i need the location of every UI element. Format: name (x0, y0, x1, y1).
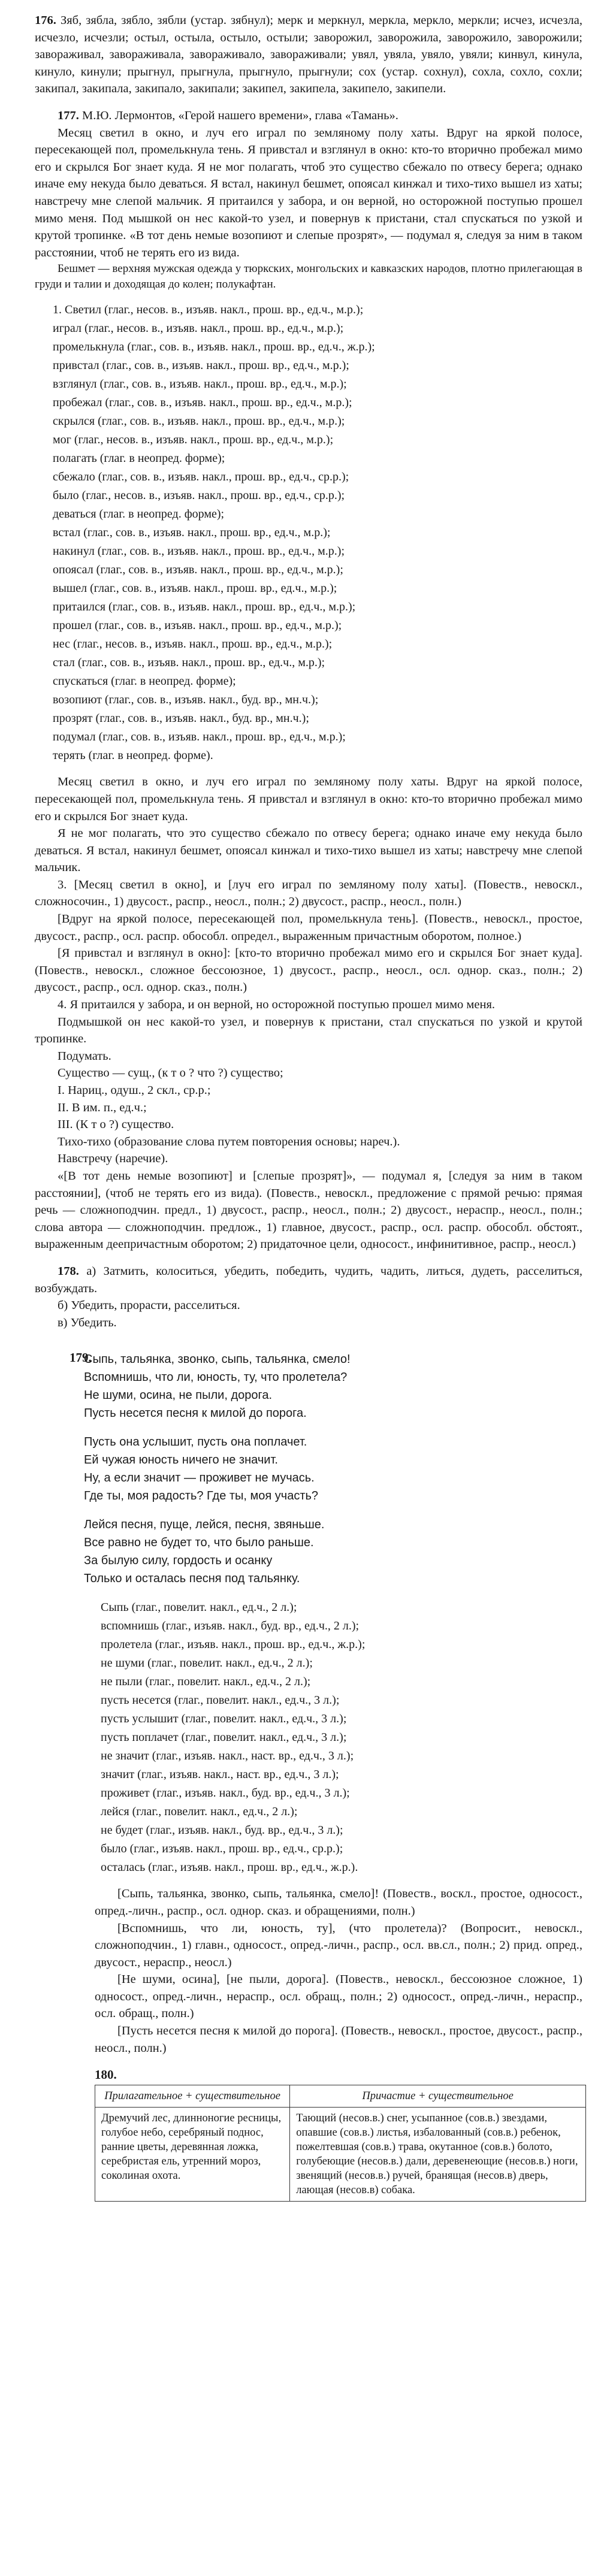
analysis-line: пусть услышит (глаг., повелит. накл., ед.ч., 3 л.); (101, 1712, 347, 1726)
poem-line: Пусть несется песня к милой до порога. (84, 1407, 307, 1420)
analysis-line: притаился (глаг., сов. в., изъяв. накл., прош. вр., ед.ч., м.р.); (53, 600, 356, 614)
analysis-line: не шуми (глаг., повелит. накл., ед.ч., 2 л.); (101, 1656, 313, 1670)
analysis-line: пусть несется (глаг., повелит. накл., ед.ч., 3 л.); (101, 1694, 340, 1707)
analysis-line: было (глаг., изъяв. накл., прош. вр., ед.ч., ср.р.); (101, 1842, 343, 1856)
poem-stanza (84, 1433, 582, 1505)
column-header: Причастие + существительное (290, 2085, 586, 2108)
poem-line: Только и осталась песня под тальянку. (84, 1572, 300, 1586)
analysis-line: возопиют (глаг., сов. в., изъяв. накл., буд. вр., мн.ч.); (53, 693, 319, 707)
exercise-178 (35, 1263, 582, 1297)
table-cell: Тающий (несов.в.) снег, усыпанное (сов.в.) звездами, опавшие (сов.в.) листья, избалованный (сов.в.) ребенок, пожелтевшая (сов.в.) трава, окутанное (сов.в.) болото, голубеющие (несов.в.) дали, деревенеющие (несов.в.) ноги, звенящий (несов.в.) ручей, бранящая (несов.в) дверь, лающая (несов.в) собака. (290, 2108, 586, 2202)
morph-analysis: Существо — сущ., (к т о ? что ?) существо; (58, 1066, 283, 1080)
analysis-line: терять (глаг. в неопред. форме). (53, 749, 213, 763)
footnote: Бешмет — верхняя мужская одежда у тюркских, монгольских и кавказских народов, плотно прилегающая в груди и талии и доходящая до колен; полукафтан. (35, 262, 582, 291)
table-row (95, 2108, 586, 2202)
analysis-line: не будет (глаг., изъяв. накл., буд. вр., ед.ч., 3 л.); (101, 1824, 343, 1837)
exercise-text: Зяб, зябла, зябло, зябли (устар. зябнул); мерк и меркнул, меркла, меркло, меркли; исчез, исчезла, исчезло, исчезли; остыл, остыла, остыло, остыли; заворожил, заворожила, заворожило, заворожили; завораживал, заворaживала, заворaживало, заворaживали; увял, увяла, увяло, увяли; кинвул, кинула, кинуло, кинули; прыгнул, прыгнула, прыгнуло, прыгнули; сох (устар. сохнул), сохла, сохло, сохли; закипал, закипала, закипало, закипали; закипел, закипела, закипело, закипели. (35, 14, 582, 96)
syntax-analysis: [Вдруг на яркой полосе, пересекающей пол, промелькнула тень]. (Повеств., невоскл., простое, двусост., распр., осл. распр. обособл. определ., выраженным причастным оборотом, полное.) (35, 912, 582, 943)
syntax-analysis: 3. [Месяц светил в окно], и [луч его играл по земляному полу хаты]. (Повеств., невоскл., сложносочин., 1) двусост., распр., неосл., полн.; 2) двусост., распр., неосл., полн.) (35, 878, 582, 909)
poem-line: Вспомнишь, что ли, юность, ту, что пролетела? (84, 1371, 348, 1384)
analysis-line: полагать (глаг. в неопред. форме); (53, 452, 225, 465)
analysis-line: прошел (глаг., сов. в., изъяв. накл., прош. вр., ед.ч., м.р.); (53, 619, 342, 633)
answer-a: а) Затмить, колоситься, убедить, победить, чудить, чадить, литься, дудеть, расселиться, возбуждать. (35, 1264, 583, 1295)
exercise-number: 180. (95, 2067, 117, 2082)
poem-line: Все равно не будет то, что было раньше. (84, 1536, 314, 1550)
poem-line: За былую силу, гордость и осанку (84, 1554, 273, 1568)
analysis-line: было (глаг., несов. в., изъяв. накл., прош. вр., ед.ч., ср.р.); (53, 489, 345, 503)
text-passage: Месяц светил в окно, и луч его играл по земляному полу хаты. Вдруг на яркой полосе, пересекающей пол, промелькнула тень. Я привстал и взглянул в окно: кто-то вторично пробежал мимо его и скрылся Бог знает куда. Я не мог полагать, чтоб это существо сбежало по отвесу берега; однако иначе ему некуда было деваться. Я встал, накинул бешмет, опоясал кинжал и тихо-тихо вышел из хаты; навстречу мне слепой мальчик. Я притаился у забора, и он верной, но осторожной поступью прошел мимо меня. Под мышкой он нес какой-то узел, и повернув к пристани, стал спускаться по узкой и крутой тропинке. «В тот день немые возопиют и слепые прозрят», — подумал я, следуя за ним в таком расстоянии, чтоб не терять его из вида. (35, 126, 582, 259)
poem (84, 1350, 582, 1588)
analysis-line: прозрят (глаг., сов. в., изъяв. накл., буд. вр., мн.ч.); (53, 712, 309, 725)
analysis-line: играл (глаг., несов. в., изъяв. накл., прош. вр., ед.ч., м.р.); (53, 322, 344, 335)
poem-line: Где ты, моя радость? Где ты, моя участь? (84, 1489, 319, 1503)
syntax-analysis: [Я привстал и взглянул в окно]: [кто-то вторично пробежал мимо его и скрылся Бог знает куда]. (Повеств., невоскл., сложное бессоюзное, 1) двусост., распр., неосл., осл. однор. сказ., полн.; 2) двусост., распр., осл. однор. сказ., полн.) (35, 947, 582, 994)
analysis-line: встал (глаг., сов. в., изъяв. накл., прош. вр., ед.ч., м.р.); (53, 526, 331, 540)
answer-b: б) Убедить, прорасти, расселиться. (58, 1299, 240, 1313)
analysis-line: проживет (глаг., изъяв. накл., буд. вр., ед.ч., 3 л.); (101, 1786, 350, 1800)
text-passage: Месяц светил в окно, и луч его играл по земляному полу хаты. Вдруг на яркой полосе, пересекающей пол, промелькнула тень. Я привстал и взглянул в окно: кто-то вторично пробежал мимо его и скрылся Бог знает куда. (35, 775, 582, 823)
analysis-line: опоясал (глаг., сов. в., изъяв. накл., прош. вр., ед.ч., м.р.); (53, 563, 343, 577)
exercise-number: 179. (70, 1350, 92, 1365)
analysis-line: Сыпь (глаг., повелит. накл., ед.ч., 2 л.); (101, 1601, 297, 1614)
syntax-analysis: [Вспомнишь, что ли, юность, ту], (что пролетела)? (Вопросит., невоскл., сложноподчин., 1) главн., односост., опред.-личн., распр., осл. вв.сл., полн.; 2) прид. опред., двусост., нераспр., неосл.) (95, 1921, 582, 1969)
exercise-number: 177. (58, 108, 79, 122)
analysis-line: нес (глаг., несов. в., изъяв. накл., прош. вр., ед.ч., м.р.); (53, 637, 333, 651)
analysis-line: не пыли (глаг., повелит. накл., ед.ч., 2 л.); (101, 1675, 311, 1689)
analysis-line: значит (глаг., изъяв. накл., наст. вр., ед.ч., 3 л.); (101, 1768, 339, 1782)
syntax-analysis: «[В тот день немые возопиют] и [слепые прозрят]», — подумал я, [следуя за ним в таком расстоянии], (чтоб не терять его из вида). (Повеств., невоскл., предложение с прямой речью: прямая речь — сложноподчин. предл., 1) двусост., распр., неосл., полн.; 2) двусост., нераспр., неосл., полн.; слова автора — сложноподчин. предлож., 1) главное, двусост., распр., осл. распр. обособл. обстоят., выраженным деепричастным оборотом; 2) придаточное цели, односост., инфинитивное, распр., неосл.) (35, 1169, 582, 1251)
poem-line: Не шуми, осина, не пыли, дорога. (84, 1389, 273, 1402)
morph-analysis: II. В им. п., ед.ч.; (58, 1100, 147, 1114)
exercise-number: 176. (35, 14, 56, 27)
exercise-176 (35, 12, 582, 98)
analysis-line: вышел (глаг., сов. в., изъяв. накл., прош. вр., ед.ч., м.р.); (53, 582, 337, 595)
analysis-line: 1. Светил (глаг., несов. в., изъяв. накл., прош. вр., ед.ч., м.р.); (53, 303, 364, 317)
analysis-line: спускаться (глаг. в неопред. форме); (53, 675, 236, 688)
exercise-179 (35, 1350, 582, 1588)
syntax-analysis: [Пусть несется песня к милой до порога]. (Повеств., невоскл., простое, двусост., распр., неосл., полн.) (95, 2024, 582, 2055)
analysis-line: скрылся (глаг., сов. в., изъяв. накл., прош. вр., ед.ч., м.р.); (53, 415, 345, 428)
analysis-line: накинул (глаг., сов. в., изъяв. накл., прош. вр., ед.ч., м.р.); (53, 545, 345, 558)
exercise-177-source (35, 107, 582, 125)
analysis-line: пробежал (глаг., сов. в., изъяв. накл., прош. вр., ед.ч., м.р.); (53, 396, 352, 410)
analysis-line: лейся (глаг., повелит. накл., ед.ч., 2 л.); (101, 1805, 298, 1819)
analysis-line: пролетела (глаг., изъяв. накл., прош. вр., ед.ч., ж.р.); (101, 1638, 366, 1652)
poem-line: Лейся песня, пуще, лейся, песня, звяньше. (84, 1518, 325, 1532)
analysis-line: не значит (глаг., изъяв. накл., наст. вр., ед.ч., 3 л.); (101, 1749, 354, 1763)
morph-analysis: III. (К т о ?) существо. (58, 1118, 174, 1132)
verb-analysis-list (35, 1598, 582, 1877)
syntax-analysis: 4. Я притаился у забора, и он верной, но осторожной поступью прошел мимо меня. (58, 998, 496, 1012)
analysis-line: подумал (глаг., сов. в., изъяв. накл., прош. вр., ед.ч., м.р.); (53, 730, 346, 744)
poem-line: Ну, а если значит — проживет не мучась. (84, 1471, 315, 1485)
exercise-180-table (95, 2085, 586, 2202)
table-cell: Дремучий лес, длинноногие ресницы, голубое небо, серебряный поднос, ранние цветы, деревянная ложка, серебристая ель, утренний мороз, соколиная охота. (95, 2108, 290, 2202)
morph-analysis: Подумать. (58, 1049, 111, 1063)
syntax-analysis: Подмышкой он нес какой-то узел, и повернув к пристани, стал спускаться по узкой и крутой тропинке. (35, 1015, 582, 1046)
analysis-line: сбежало (глаг., сов. в., изъяв. накл., прош. вр., ед.ч., ср.р.); (53, 470, 349, 484)
source-title: М.Ю. Лермонтов, «Герой нашего времени», глава «Тамань». (82, 108, 398, 122)
analysis-line: стал (глаг., сов. в., изъяв. накл., прош. вр., ед.ч., м.р.); (53, 656, 325, 670)
syntax-analysis: [Сыпь, тальянка, звонко, сыпь, тальянка, смело]! (Повеств., воскл., простое, односост., опред.-личн., распр., осл. однор. сказ. и обращениями, полн.) (95, 1887, 582, 1918)
verb-analysis-list (35, 301, 582, 765)
analysis-line: деваться (глаг. в неопред. форме); (53, 507, 225, 521)
answer-c: в) Убедить. (58, 1316, 117, 1329)
analysis-line: вспомнишь (глаг., изъяв. накл., буд. вр., ед.ч., 2 л.); (101, 1619, 360, 1633)
morph-analysis: Тихо-тихо (образование слова путем повторения основы; нареч.). (58, 1135, 400, 1148)
morph-analysis: I. Нариц., одуш., 2 скл., ср.р.; (58, 1084, 211, 1097)
morph-analysis: Навстречу (наречие). (58, 1152, 168, 1166)
analysis-line: осталась (глаг., изъяв. накл., прош. вр., ед.ч., ж.р.). (101, 1861, 358, 1874)
analysis-line: пусть поплачет (глаг., повелит. накл., ед.ч., 3 л.); (101, 1731, 347, 1744)
poem-line: Сыпь, тальянка, звонко, сыпь, тальянка, смело! (84, 1353, 351, 1366)
exercise-number: 178. (58, 1264, 79, 1278)
poem-line: Пусть она услышит, пусть она поплачет. (84, 1435, 307, 1449)
poem-line: Ей чужая юность ничего не значит. (84, 1453, 278, 1467)
analysis-line: взглянул (глаг., сов. в., изъяв. накл., прош. вр., ед.ч., м.р.); (53, 377, 347, 391)
column-header: Прилагательное + существительное (95, 2085, 290, 2108)
text-passage: Я не мог полагать, что это существо сбежало по отвесу берега; однако иначе ему некуда было деваться. Я встал, накинул бешмет, опоясал кинжал и тихо-тихо вышел из хаты; навстречу мне слепой мальчик. (35, 827, 582, 875)
analysis-line: промелькнула (глаг., сов. в., изъяв. накл., прош. вр., ед.ч., ж.р.); (53, 340, 375, 354)
poem-stanza (84, 1516, 582, 1588)
table-header-row (95, 2085, 586, 2108)
analysis-line: привстал (глаг., сов. в., изъяв. накл., прош. вр., ед.ч., м.р.); (53, 359, 349, 373)
analysis-line: мог (глаг., несов. в., изъяв. накл., прош. вр., ед.ч., м.р.); (53, 433, 334, 447)
poem-stanza (84, 1350, 582, 1422)
syntax-analysis: [Не шуми, осина], [не пыли, дорога]. (Повеств., невоскл., бессоюзное сложное, 1) односост., опред.-личн., нераспр., осл. обращ., полн.; 2) односост., опред.-личн., нераспр., осл. обращ., полн.) (95, 1973, 582, 2021)
